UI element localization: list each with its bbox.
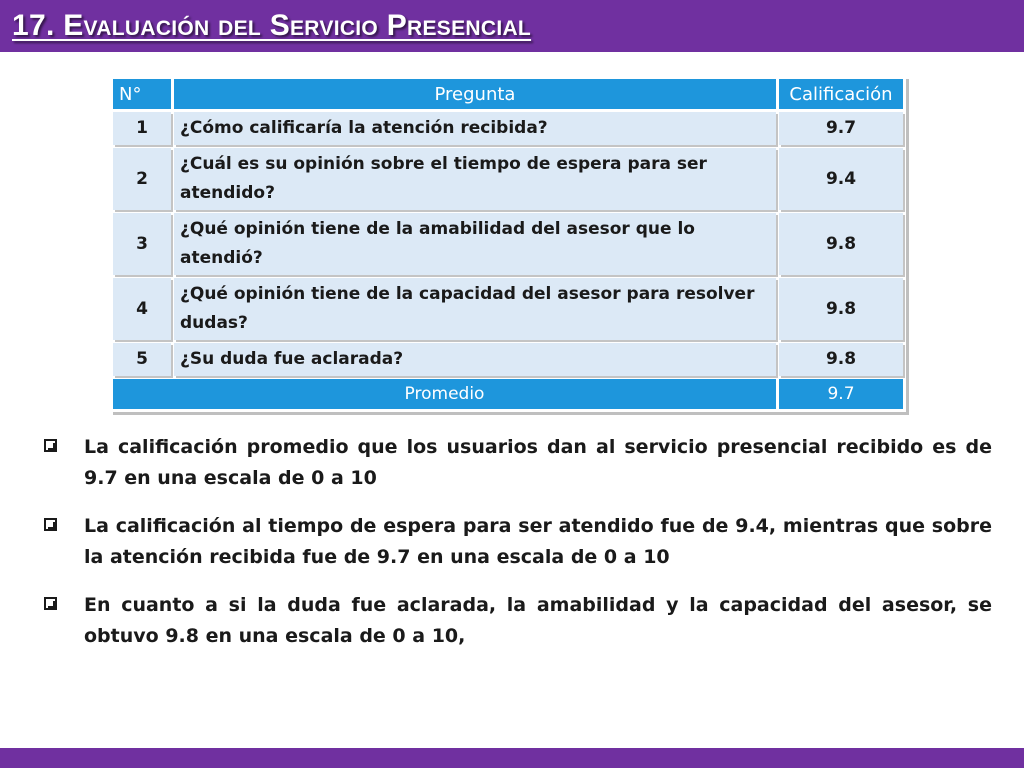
average-score: 9.7 <box>779 379 903 409</box>
row-score: 9.8 <box>779 278 903 340</box>
table-row <box>113 343 903 376</box>
note-text: La calificación promedio que los usuarios dan al servicio presencial recibido es de 9.7 en una escala de 0 a 10 <box>84 436 992 489</box>
row-question: ¿Cómo calificaría la atención recibida? <box>174 112 776 145</box>
evaluation-table <box>110 76 906 412</box>
table-header-row <box>113 79 903 109</box>
row-question: ¿Cuál es su opinión sobre el tiempo de espera para ser atendido? <box>174 148 776 210</box>
row-score: 9.8 <box>779 343 903 376</box>
row-number: 5 <box>113 343 171 376</box>
footer-bar <box>0 748 1024 768</box>
table-row <box>113 148 903 210</box>
column-header-question: Pregunta <box>174 79 776 109</box>
page-title: 17. Evaluación del Servicio Presencial <box>12 9 532 42</box>
checkbox-icon <box>44 439 57 452</box>
row-question: ¿Qué opinión tiene de la capacidad del asesor para resolver dudas? <box>174 278 776 340</box>
notes-list <box>40 432 992 669</box>
average-row <box>113 379 903 409</box>
table-row <box>113 213 903 275</box>
note-text: La calificación al tiempo de espera para ser atendido fue de 9.4, mientras que sobre la atención recibida fue de 9.7 en una escala de 0 a 10 <box>84 515 992 568</box>
row-score: 9.8 <box>779 213 903 275</box>
table-row <box>113 112 903 145</box>
checkbox-icon <box>44 518 57 531</box>
row-number: 2 <box>113 148 171 210</box>
list-item <box>40 590 992 652</box>
column-header-score: Calificación <box>779 79 903 109</box>
row-score: 9.4 <box>779 148 903 210</box>
column-header-number: N° <box>113 79 171 109</box>
row-score: 9.7 <box>779 112 903 145</box>
checkbox-icon <box>44 597 57 610</box>
row-question: ¿Qué opinión tiene de la amabilidad del asesor que lo atendió? <box>174 213 776 275</box>
title-bar <box>0 0 1024 52</box>
average-label: Promedio <box>113 379 776 409</box>
row-number: 3 <box>113 213 171 275</box>
list-item <box>40 432 992 494</box>
list-item <box>40 511 992 573</box>
row-question: ¿Su duda fue aclarada? <box>174 343 776 376</box>
table-row <box>113 278 903 340</box>
row-number: 4 <box>113 278 171 340</box>
note-text: En cuanto a si la duda fue aclarada, la amabilidad y la capacidad del asesor, se obtuvo 9.8 en una escala de 0 a 10, <box>84 594 992 647</box>
row-number: 1 <box>113 112 171 145</box>
